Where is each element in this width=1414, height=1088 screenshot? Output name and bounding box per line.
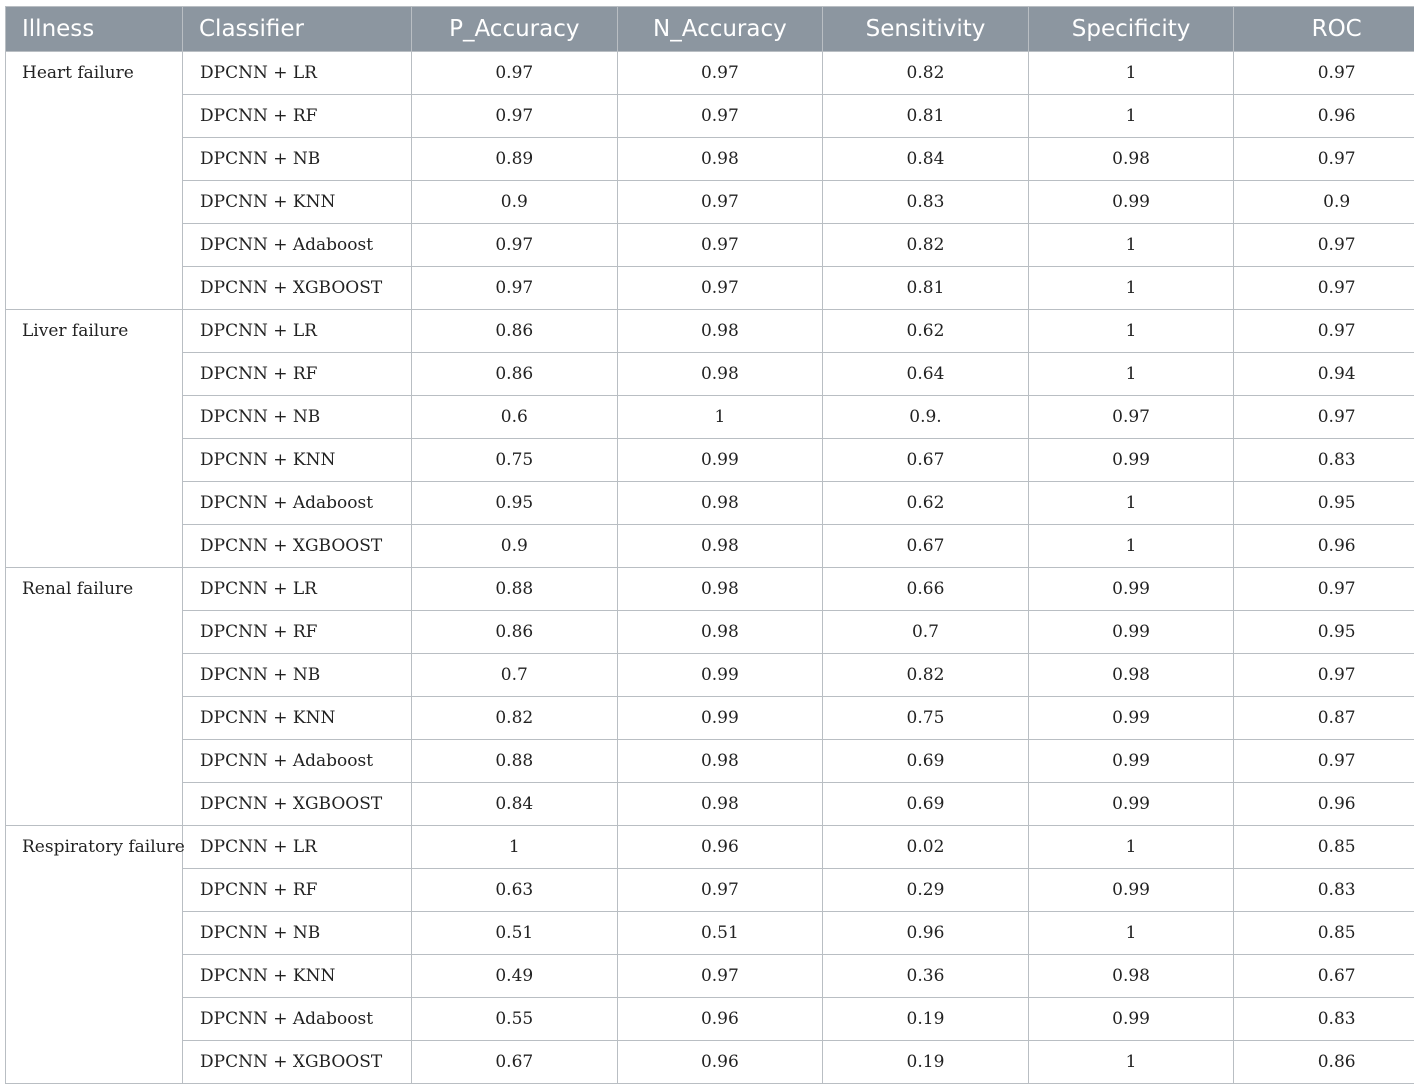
table-row [6, 912, 1414, 955]
cell-illness [6, 912, 183, 955]
cell-illness [6, 697, 183, 740]
cell-p-accuracy: 0.63 [412, 869, 618, 912]
table-row [6, 998, 1414, 1041]
cell-classifier: DPCNN + LR [183, 568, 412, 611]
header-specificity: Specificity [1028, 7, 1234, 52]
cell-n-accuracy: 0.99 [617, 697, 823, 740]
cell-specificity: 1 [1028, 1041, 1234, 1084]
cell-roc: 0.96 [1234, 95, 1414, 138]
cell-illness: Respiratory failure [6, 826, 183, 869]
cell-p-accuracy: 0.86 [412, 353, 618, 396]
cell-classifier: DPCNN + LR [183, 826, 412, 869]
cell-illness [6, 138, 183, 181]
cell-p-accuracy: 0.86 [412, 611, 618, 654]
cell-n-accuracy: 0.98 [617, 783, 823, 826]
cell-classifier: DPCNN + LR [183, 52, 412, 95]
table-row [6, 439, 1414, 482]
cell-roc: 0.83 [1234, 439, 1414, 482]
cell-illness [6, 439, 183, 482]
header-roc: ROC [1234, 7, 1414, 52]
cell-n-accuracy: 0.98 [617, 525, 823, 568]
cell-sensitivity: 0.69 [823, 740, 1029, 783]
header-classifier: Classifier [183, 7, 412, 52]
cell-specificity: 0.99 [1028, 439, 1234, 482]
cell-p-accuracy: 1 [412, 826, 618, 869]
cell-p-accuracy: 0.51 [412, 912, 618, 955]
cell-illness [6, 267, 183, 310]
table-header [6, 7, 1414, 52]
cell-specificity: 1 [1028, 224, 1234, 267]
cell-illness [6, 783, 183, 826]
table-row [6, 482, 1414, 525]
cell-n-accuracy: 0.97 [617, 95, 823, 138]
cell-specificity: 0.98 [1028, 955, 1234, 998]
cell-illness [6, 654, 183, 697]
cell-roc: 0.97 [1234, 396, 1414, 439]
cell-p-accuracy: 0.84 [412, 783, 618, 826]
cell-specificity: 0.99 [1028, 697, 1234, 740]
cell-p-accuracy: 0.97 [412, 224, 618, 267]
cell-p-accuracy: 0.55 [412, 998, 618, 1041]
cell-n-accuracy: 0.98 [617, 138, 823, 181]
cell-sensitivity: 0.84 [823, 138, 1029, 181]
table-row [6, 353, 1414, 396]
cell-classifier: DPCNN + XGBOOST [183, 525, 412, 568]
cell-illness [6, 482, 183, 525]
table-row [6, 310, 1414, 353]
cell-n-accuracy: 0.97 [617, 181, 823, 224]
cell-sensitivity: 0.9. [823, 396, 1029, 439]
table-row [6, 826, 1414, 869]
cell-roc: 0.85 [1234, 912, 1414, 955]
cell-sensitivity: 0.62 [823, 482, 1029, 525]
cell-sensitivity: 0.96 [823, 912, 1029, 955]
cell-classifier: DPCNN + XGBOOST [183, 1041, 412, 1084]
cell-classifier: DPCNN + Adaboost [183, 998, 412, 1041]
cell-roc: 0.97 [1234, 138, 1414, 181]
cell-roc: 0.95 [1234, 482, 1414, 525]
header-sensitivity: Sensitivity [823, 7, 1029, 52]
cell-roc: 0.87 [1234, 697, 1414, 740]
cell-p-accuracy: 0.86 [412, 310, 618, 353]
table-row [6, 396, 1414, 439]
cell-specificity: 1 [1028, 310, 1234, 353]
cell-roc: 0.95 [1234, 611, 1414, 654]
cell-specificity: 0.99 [1028, 869, 1234, 912]
cell-n-accuracy: 0.98 [617, 611, 823, 654]
cell-classifier: DPCNN + KNN [183, 955, 412, 998]
cell-sensitivity: 0.02 [823, 826, 1029, 869]
cell-n-accuracy: 0.97 [617, 869, 823, 912]
table-row [6, 267, 1414, 310]
cell-p-accuracy: 0.67 [412, 1041, 618, 1084]
cell-specificity: 0.98 [1028, 654, 1234, 697]
cell-sensitivity: 0.36 [823, 955, 1029, 998]
cell-sensitivity: 0.66 [823, 568, 1029, 611]
cell-classifier: DPCNN + KNN [183, 697, 412, 740]
cell-sensitivity: 0.19 [823, 1041, 1029, 1084]
table-row [6, 95, 1414, 138]
cell-illness [6, 740, 183, 783]
cell-specificity: 1 [1028, 95, 1234, 138]
cell-n-accuracy: 0.98 [617, 482, 823, 525]
cell-roc: 0.97 [1234, 740, 1414, 783]
cell-illness [6, 181, 183, 224]
results-table-container [5, 6, 1409, 1084]
cell-p-accuracy: 0.95 [412, 482, 618, 525]
cell-sensitivity: 0.64 [823, 353, 1029, 396]
cell-specificity: 0.99 [1028, 611, 1234, 654]
cell-specificity: 0.99 [1028, 568, 1234, 611]
cell-specificity: 0.99 [1028, 783, 1234, 826]
cell-p-accuracy: 0.9 [412, 181, 618, 224]
cell-n-accuracy: 1 [617, 396, 823, 439]
cell-illness [6, 353, 183, 396]
table-row [6, 181, 1414, 224]
cell-illness [6, 95, 183, 138]
table-row [6, 955, 1414, 998]
cell-roc: 0.97 [1234, 310, 1414, 353]
cell-classifier: DPCNN + NB [183, 138, 412, 181]
cell-roc: 0.67 [1234, 955, 1414, 998]
cell-specificity: 1 [1028, 525, 1234, 568]
table-row [6, 869, 1414, 912]
cell-n-accuracy: 0.99 [617, 654, 823, 697]
cell-p-accuracy: 0.88 [412, 568, 618, 611]
cell-sensitivity: 0.19 [823, 998, 1029, 1041]
cell-specificity: 0.99 [1028, 181, 1234, 224]
cell-specificity: 0.98 [1028, 138, 1234, 181]
table-row [6, 568, 1414, 611]
cell-p-accuracy: 0.88 [412, 740, 618, 783]
cell-n-accuracy: 0.98 [617, 353, 823, 396]
cell-roc: 0.97 [1234, 267, 1414, 310]
table-row [6, 138, 1414, 181]
cell-illness [6, 611, 183, 654]
cell-specificity: 1 [1028, 826, 1234, 869]
cell-p-accuracy: 0.7 [412, 654, 618, 697]
table-row [6, 740, 1414, 783]
table-row [6, 654, 1414, 697]
cell-classifier: DPCNN + RF [183, 869, 412, 912]
cell-classifier: DPCNN + XGBOOST [183, 267, 412, 310]
cell-p-accuracy: 0.97 [412, 267, 618, 310]
cell-classifier: DPCNN + KNN [183, 181, 412, 224]
cell-specificity: 1 [1028, 912, 1234, 955]
cell-n-accuracy: 0.97 [617, 224, 823, 267]
cell-roc: 0.94 [1234, 353, 1414, 396]
cell-sensitivity: 0.67 [823, 525, 1029, 568]
cell-n-accuracy: 0.98 [617, 310, 823, 353]
cell-p-accuracy: 0.6 [412, 396, 618, 439]
table-row [6, 611, 1414, 654]
table-row [6, 525, 1414, 568]
cell-roc: 0.85 [1234, 826, 1414, 869]
cell-illness: Renal failure [6, 568, 183, 611]
cell-roc: 0.96 [1234, 525, 1414, 568]
cell-classifier: DPCNN + NB [183, 654, 412, 697]
table-row [6, 783, 1414, 826]
cell-p-accuracy: 0.82 [412, 697, 618, 740]
cell-sensitivity: 0.81 [823, 267, 1029, 310]
cell-roc: 0.86 [1234, 1041, 1414, 1084]
cell-roc: 0.83 [1234, 869, 1414, 912]
cell-classifier: DPCNN + XGBOOST [183, 783, 412, 826]
cell-roc: 0.96 [1234, 783, 1414, 826]
cell-p-accuracy: 0.97 [412, 52, 618, 95]
cell-classifier: DPCNN + KNN [183, 439, 412, 482]
cell-illness [6, 869, 183, 912]
table-row [6, 1041, 1414, 1084]
cell-n-accuracy: 0.96 [617, 998, 823, 1041]
cell-classifier: DPCNN + Adaboost [183, 224, 412, 267]
table-body [6, 52, 1414, 1084]
cell-n-accuracy: 0.51 [617, 912, 823, 955]
cell-roc: 0.97 [1234, 568, 1414, 611]
cell-sensitivity: 0.62 [823, 310, 1029, 353]
header-row [6, 7, 1414, 52]
cell-classifier: DPCNN + RF [183, 95, 412, 138]
cell-illness [6, 1041, 183, 1084]
cell-n-accuracy: 0.99 [617, 439, 823, 482]
cell-specificity: 1 [1028, 52, 1234, 95]
cell-specificity: 0.99 [1028, 740, 1234, 783]
cell-classifier: DPCNN + NB [183, 396, 412, 439]
cell-sensitivity: 0.82 [823, 224, 1029, 267]
cell-illness [6, 224, 183, 267]
cell-sensitivity: 0.69 [823, 783, 1029, 826]
header-p-accuracy: P_Accuracy [412, 7, 618, 52]
header-illness: Illness [6, 7, 183, 52]
cell-sensitivity: 0.7 [823, 611, 1029, 654]
cell-sensitivity: 0.82 [823, 654, 1029, 697]
cell-roc: 0.97 [1234, 654, 1414, 697]
cell-classifier: DPCNN + RF [183, 611, 412, 654]
cell-illness [6, 955, 183, 998]
cell-p-accuracy: 0.9 [412, 525, 618, 568]
cell-specificity: 0.97 [1028, 396, 1234, 439]
cell-classifier: DPCNN + LR [183, 310, 412, 353]
cell-specificity: 0.99 [1028, 998, 1234, 1041]
cell-roc: 0.97 [1234, 224, 1414, 267]
header-n-accuracy: N_Accuracy [617, 7, 823, 52]
cell-classifier: DPCNN + Adaboost [183, 740, 412, 783]
cell-sensitivity: 0.81 [823, 95, 1029, 138]
cell-sensitivity: 0.75 [823, 697, 1029, 740]
results-table [5, 6, 1414, 1084]
cell-p-accuracy: 0.75 [412, 439, 618, 482]
cell-specificity: 1 [1028, 482, 1234, 525]
cell-illness: Heart failure [6, 52, 183, 95]
cell-specificity: 1 [1028, 353, 1234, 396]
cell-n-accuracy: 0.96 [617, 826, 823, 869]
cell-n-accuracy: 0.96 [617, 1041, 823, 1084]
cell-roc: 0.83 [1234, 998, 1414, 1041]
cell-classifier: DPCNN + RF [183, 353, 412, 396]
cell-sensitivity: 0.29 [823, 869, 1029, 912]
cell-specificity: 1 [1028, 267, 1234, 310]
cell-classifier: DPCNN + NB [183, 912, 412, 955]
cell-p-accuracy: 0.49 [412, 955, 618, 998]
cell-n-accuracy: 0.98 [617, 740, 823, 783]
table-row [6, 697, 1414, 740]
cell-classifier: DPCNN + Adaboost [183, 482, 412, 525]
cell-n-accuracy: 0.97 [617, 52, 823, 95]
cell-n-accuracy: 0.98 [617, 568, 823, 611]
cell-p-accuracy: 0.89 [412, 138, 618, 181]
cell-roc: 0.9 [1234, 181, 1414, 224]
cell-p-accuracy: 0.97 [412, 95, 618, 138]
cell-sensitivity: 0.67 [823, 439, 1029, 482]
table-row [6, 52, 1414, 95]
cell-sensitivity: 0.82 [823, 52, 1029, 95]
cell-illness: Liver failure [6, 310, 183, 353]
cell-sensitivity: 0.83 [823, 181, 1029, 224]
cell-n-accuracy: 0.97 [617, 267, 823, 310]
table-row [6, 224, 1414, 267]
cell-illness [6, 525, 183, 568]
cell-illness [6, 396, 183, 439]
cell-illness [6, 998, 183, 1041]
cell-n-accuracy: 0.97 [617, 955, 823, 998]
cell-roc: 0.97 [1234, 52, 1414, 95]
